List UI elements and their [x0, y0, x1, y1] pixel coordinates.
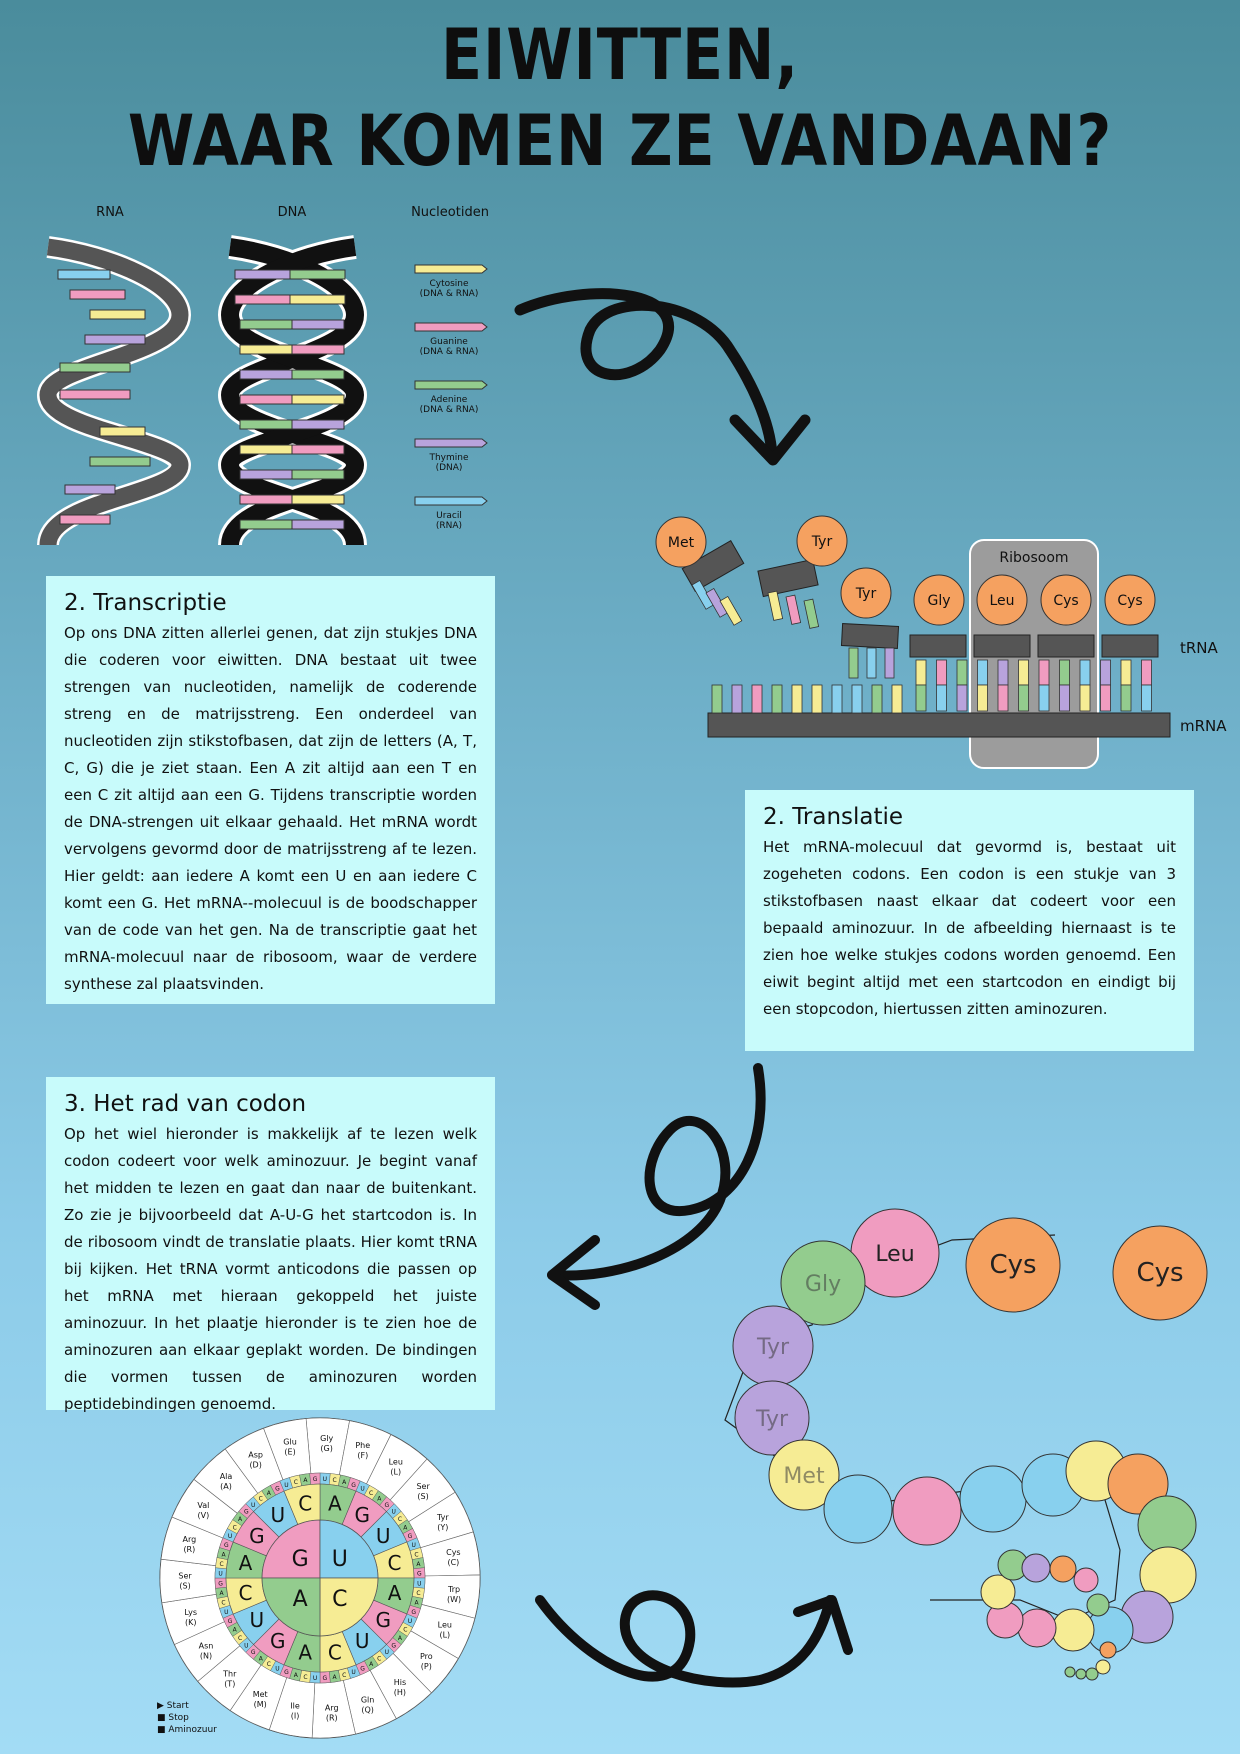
codon-third-letter: U [391, 1508, 396, 1516]
codon-third-letter: A [377, 1495, 382, 1503]
nucleotide-swatch-guanine [415, 323, 487, 331]
codon-third-letter: A [397, 1634, 402, 1642]
dna-helix [230, 247, 355, 545]
label-rna: RNA [96, 205, 124, 220]
trna-base [1142, 660, 1152, 685]
trna-base [804, 599, 819, 628]
transcription-body: Op ons DNA zitten allerlei genen, dat zijn stukjes DNA die coderen voor eiwitten. DNA bestaat uit twee strengen van nucleotiden, namelijk de coderende streng en de matrijsstreng. Een onderdeel van nucleotiden zijn stikstofbasen, dat zijn de letters (A, T, C, G) die je ziet staan. Een A zit altijd aan een T en een C zit altijd aan een G. Tijdens transcriptie worden de DNA-strengen uit elkaar gehaald. Het mRNA wordt vervolgens gevormd door de matrijsstreng af te lezen. Hier geldt: aan iedere A komt een U en aan iedere C komt een G. Het mRNA--molecuul is de boodschapper van de code van het gen. Na de transcriptie gaat het mRNA-molecuul naar de ribosoom, waar de verdere synthese zal plaatsvinden. [64, 624, 477, 993]
amino-acid-label: Cys [1117, 593, 1143, 609]
codon-first-letter: C [332, 1586, 348, 1612]
codon-third-letter: G [218, 1580, 223, 1588]
amino-acid-name: Arg [324, 1703, 339, 1713]
mrna-base [1080, 685, 1090, 711]
amino-acid-code: (L) [390, 1467, 402, 1477]
peptide-bead-label: Cys [989, 1250, 1037, 1280]
amino-acid-name: Pro [419, 1652, 433, 1662]
mrna-base [957, 685, 967, 711]
mrna-base [752, 685, 762, 713]
codon-third-letter: G [243, 1508, 249, 1516]
codon-first-letter: G [291, 1547, 309, 1573]
codon-third-letter: U [407, 1618, 413, 1626]
codon-third-letter: C [266, 1660, 271, 1668]
amino-acid-name: Thr [223, 1669, 237, 1679]
trna-base [916, 660, 926, 685]
peptide-bead-label: Gly [804, 1272, 842, 1297]
codon-third-letter: A [266, 1490, 271, 1498]
amino-acid-code: (V) [197, 1511, 210, 1521]
codon-third-letter: C [397, 1516, 403, 1524]
trna-base [1019, 660, 1029, 685]
amino-acid-name: Ser [178, 1571, 192, 1581]
codon-first-letter: A [292, 1586, 308, 1612]
amino-acid-name: Arg [182, 1535, 197, 1545]
mrna-base [872, 685, 882, 713]
codon-third-letter: U [351, 1669, 356, 1677]
nucleotide-swatch-uracil [415, 497, 487, 505]
ribosome-figure [640, 505, 1240, 775]
codon-second-letter: C [387, 1551, 402, 1576]
mrna-base [832, 685, 842, 713]
mrna-base [1039, 685, 1049, 711]
peptide-bead-label: Met [783, 1464, 825, 1489]
title-line-1: EIWITTEN, [441, 14, 799, 96]
amino-acid-code: (A) [220, 1482, 232, 1492]
codon-second-letter: U [375, 1523, 391, 1548]
mrna-base [998, 685, 1008, 711]
amino-acid-label: Cys [1053, 593, 1079, 609]
codon-wheel-legend [157, 1700, 217, 1736]
amino-acid-code: (P) [420, 1662, 432, 1672]
trna-label: tRNA [1180, 639, 1218, 657]
mrna-base [1060, 685, 1070, 711]
codon-third-letter: G [417, 1570, 422, 1578]
codon-third-letter: A [342, 1478, 347, 1486]
peptide-chain [720, 1180, 1240, 1700]
codon-third-letter: C [221, 1599, 226, 1607]
mrna-base [812, 685, 822, 713]
codon-third-letter: G [223, 1541, 229, 1549]
codon-third-letter: G [391, 1642, 397, 1650]
codon-third-letter: A [238, 1516, 243, 1524]
peptide-bead [1100, 1642, 1116, 1658]
peptide-bead [1087, 1594, 1109, 1616]
codon-third-letter: A [293, 1672, 298, 1680]
peptide-bead [1052, 1609, 1094, 1651]
codon-third-letter: C [416, 1590, 421, 1598]
codon-second-letter: A [387, 1580, 402, 1605]
amino-acid-code: (G) [320, 1444, 333, 1454]
peptide-bead [960, 1466, 1026, 1532]
codon-third-letter: U [218, 1570, 223, 1578]
codon-third-letter: A [303, 1477, 308, 1485]
amino-acid-code: (R) [325, 1713, 338, 1723]
mrna-label: mRNA [1180, 717, 1227, 735]
amino-acid-name: Asp [248, 1450, 263, 1460]
amino-acid-name: Cys [446, 1548, 461, 1558]
codon-third-letter: U [227, 1532, 233, 1540]
codon-second-letter: U [249, 1608, 265, 1633]
codon-second-letter: U [270, 1502, 286, 1527]
codon-third-letter: U [417, 1580, 422, 1588]
codon-second-letter: G [375, 1608, 391, 1633]
codon-second-letter: G [270, 1629, 286, 1654]
amino-acid-label: Tyr [855, 586, 877, 602]
codon-third-letter: C [258, 1495, 263, 1503]
arrow-to-ribosome [510, 280, 830, 480]
amino-acid-code: (H) [393, 1687, 407, 1697]
codon-third-letter: U [244, 1642, 249, 1650]
codon-third-letter: G [411, 1609, 417, 1617]
amino-acid-name: Lys [184, 1607, 198, 1617]
amino-acid-code: (N) [199, 1651, 213, 1661]
codon-third-letter: U [250, 1501, 256, 1509]
mrna-base [1142, 685, 1152, 711]
amino-acid-name: Leu [437, 1620, 452, 1630]
mrna-base [937, 685, 947, 711]
codon-third-letter: A [369, 1660, 374, 1668]
codon-third-letter: U [224, 1609, 229, 1617]
amino-acid-name: Ile [290, 1701, 300, 1711]
peptide-bead [824, 1475, 892, 1543]
peptide-bead-label: Cys [1136, 1258, 1184, 1288]
peptide-bead-label: Tyr [755, 1407, 789, 1432]
amino-acid-code: (S) [417, 1491, 429, 1501]
amino-acid-name: Val [197, 1501, 210, 1511]
codon-third-letter: A [232, 1626, 237, 1634]
mrna-base [712, 685, 722, 713]
legend-stop: ■ Stop [157, 1713, 189, 1723]
mrna-base [916, 685, 926, 711]
peptide-bead [1138, 1496, 1196, 1554]
legend-start: ▶ Start [157, 1701, 189, 1711]
amino-acid-label: Met [667, 535, 695, 551]
nucleotide-swatch-cytosine [415, 265, 487, 273]
nucleotide-name: Uracil [436, 511, 462, 521]
nucleotide-swatch-thymine [415, 439, 487, 447]
codon-third-letter: G [384, 1501, 390, 1509]
codon-second-letter: A [298, 1640, 313, 1665]
codon-second-letter: C [238, 1580, 253, 1605]
codon-third-letter: G [250, 1649, 256, 1657]
amino-acid-name: Met [252, 1690, 268, 1700]
codon-wheel [155, 1413, 485, 1743]
translation-section [745, 790, 1194, 1051]
codon-third-letter: U [360, 1485, 365, 1493]
amino-acid-name: Asn [198, 1641, 214, 1651]
codon-third-letter: A [414, 1599, 419, 1607]
mrna-base [1019, 685, 1029, 711]
mrna-base [892, 685, 902, 713]
codon-third-letter: G [312, 1476, 318, 1484]
codon-third-letter: C [403, 1626, 408, 1634]
codon-first-letter: U [331, 1547, 348, 1573]
nucleotide-note: (RNA) [435, 521, 463, 531]
mrna-base [1101, 685, 1111, 711]
amino-acid-name: Glu [283, 1437, 297, 1447]
codon-third-letter: C [237, 1634, 243, 1642]
codon-third-letter: C [414, 1551, 419, 1559]
transcription-section [46, 576, 495, 1004]
trna-base [849, 648, 858, 678]
codon-third-letter: A [258, 1655, 263, 1663]
codon-third-letter: G [351, 1481, 356, 1489]
nucleotide-name: Guanine [430, 337, 468, 347]
codon-third-letter: A [403, 1524, 408, 1532]
peptide-bead [1050, 1556, 1076, 1582]
amino-acid-code: (S) [179, 1581, 191, 1591]
amino-acid-name: His [393, 1677, 407, 1687]
peptide-bead [1065, 1667, 1075, 1677]
amino-acid-code: (R) [183, 1545, 196, 1555]
mrna-base [772, 685, 782, 713]
amino-acid-name: Phe [355, 1440, 371, 1450]
nucleotide-name: Cytosine [429, 279, 469, 289]
codon-second-letter: G [354, 1502, 370, 1527]
amino-acid-name: Ser [416, 1481, 430, 1491]
codon-second-letter: A [327, 1491, 342, 1516]
nucleotide-note: (DNA & RNA) [419, 289, 479, 299]
amino-acid-label: Leu [989, 593, 1015, 609]
transcription-heading: 2. Transcriptie [64, 590, 227, 616]
translation-body: Het mRNA-molecuul dat gevormd is, bestaat uit zogeheten codons. Een codon is een stukje van 3 stikstofbasen naast elkaar dat codeert voor een bepaald aminozuur. In de afbeelding hiernaast is te zien hoe welke stukjes codons worden genoemd. Een eiwit begint altijd met een startcodon en eindigt bij een stopcodon, hiertussen zitten aminozuren. [763, 838, 1176, 1018]
amino-acid-name: Gly [320, 1434, 334, 1444]
codon-third-letter: A [332, 1673, 337, 1681]
codon-third-letter: C [342, 1672, 347, 1680]
rna-helix [48, 247, 180, 545]
codon-third-letter: G [407, 1532, 413, 1540]
trna-base [1039, 660, 1049, 685]
trna-base [1101, 660, 1111, 685]
label-nucleotides: Nucleotiden [411, 205, 489, 220]
codon-wheel-heading: 3. Het rad van codon [64, 1091, 307, 1117]
nucleotide-note: (DNA) [435, 463, 463, 473]
legend-aminozuur: ■ Aminozuur [157, 1725, 217, 1735]
amino-acid-code: (M) [253, 1700, 267, 1710]
amino-acid-code: (L) [439, 1630, 451, 1640]
codon-second-letter: G [249, 1523, 265, 1548]
trna-base [1121, 660, 1131, 685]
translation-heading: 2. Translatie [763, 804, 904, 830]
page-title [87, 12, 1153, 184]
codon-third-letter: C [369, 1490, 374, 1498]
dna-rna-figure [30, 195, 510, 555]
codon-third-letter: U [411, 1541, 416, 1549]
nucleotide-name: Adenine [430, 395, 468, 405]
trna-base [1080, 660, 1090, 685]
nucleotide-note: (DNA & RNA) [419, 405, 479, 415]
nucleotide-swatch-adenine [415, 381, 487, 389]
codon-third-letter: U [284, 1481, 289, 1489]
codon-third-letter: G [227, 1618, 233, 1626]
codon-third-letter: G [322, 1674, 328, 1682]
codon-third-letter: C [232, 1524, 237, 1532]
mrna-base [852, 685, 862, 713]
trna-base [768, 591, 783, 620]
codon-third-letter: A [219, 1590, 224, 1598]
title-line-2: WAAR KOMEN ZE VANDAAN? [127, 100, 1113, 182]
codon-third-letter: C [377, 1655, 382, 1663]
trna-base [1060, 660, 1070, 685]
codon-third-letter: U [312, 1674, 318, 1682]
nucleotide-legend [415, 265, 487, 531]
amino-acid-code: (D) [249, 1460, 262, 1470]
codon-third-letter: C [293, 1478, 298, 1486]
amino-acid-code: (C) [447, 1558, 460, 1568]
peptide-bead [1022, 1554, 1050, 1582]
codon-third-letter: C [332, 1477, 337, 1485]
codon-third-letter: U [384, 1649, 390, 1657]
codon-wheel-body: Op het wiel hieronder is makkelijk af te lezen welk codon codeert voor welk aminozuur. Je begint vanaf het midden te lezen en gaat dan naar de buitenkant. Zo zie je bijvoorbeeld dat A-U-G het startcodon is. In de ribosoom vindt de translatie plaats. Hier komt tRNA bij kijken. Het tRNA vormt anticodons die passen op het mRNA met hieraan gekoppeld het juiste aminozuur. In het plaatje hieronder is te zien hoe de aminozuren aan elkaar geplakt worden. De bindingen die vormen tussen de aminozuren worden peptidebindingen genoemd. [64, 1125, 477, 1413]
amino-acid-label: Tyr [811, 534, 833, 550]
ribosome-label: Ribosoom [999, 550, 1069, 566]
peptide-bead [1086, 1668, 1098, 1680]
trna-base [937, 660, 947, 685]
amino-acid-name: Trp [448, 1584, 461, 1594]
codon-third-letter: C [219, 1560, 224, 1568]
amino-acid-name: Gln [360, 1695, 375, 1705]
amino-acid-name: Tyr [436, 1512, 449, 1522]
mrna-bases [712, 685, 902, 713]
codon-third-letter: G [360, 1665, 365, 1673]
codon-third-letter: C [303, 1673, 308, 1681]
peptide-bead [1018, 1609, 1056, 1647]
peptide-bead [1076, 1669, 1086, 1679]
codon-second-letter: A [238, 1551, 253, 1576]
mrna-base [1121, 685, 1131, 711]
codon-second-letter: C [327, 1640, 342, 1665]
amino-acid-name: Leu [388, 1457, 403, 1467]
peptide-bead-label: Tyr [756, 1335, 790, 1360]
trna-base [998, 660, 1008, 685]
mrna-base [732, 685, 742, 713]
mrna-base [792, 685, 802, 713]
codon-second-letter: C [298, 1491, 313, 1516]
label-dna: DNA [277, 205, 307, 220]
codon-third-letter: G [284, 1669, 289, 1677]
nucleotide-name: Thymine [429, 453, 469, 463]
amino-acid-code: (T) [224, 1679, 236, 1689]
trna-base [978, 660, 988, 685]
trna-base [867, 648, 876, 678]
peptide-bead [1074, 1568, 1098, 1592]
codon-third-letter: A [221, 1551, 226, 1559]
codon-third-letter: U [275, 1665, 280, 1673]
nucleotide-note: (DNA & RNA) [419, 347, 479, 357]
codon-wheel-section [46, 1077, 495, 1413]
mrna-base [978, 685, 988, 711]
codon-third-letter: A [416, 1560, 421, 1568]
peptide-bead-label: Leu [875, 1242, 915, 1267]
amino-acid-code: (E) [284, 1447, 296, 1457]
amino-acid-code: (K) [184, 1617, 197, 1627]
amino-acid-label: Gly [927, 593, 951, 609]
amino-acid-code: (Y) [437, 1522, 449, 1532]
codon-second-letter: U [354, 1629, 370, 1654]
trna-base [957, 660, 967, 685]
peptide-bead [893, 1477, 961, 1545]
amino-acid-code: (W) [446, 1594, 462, 1604]
amino-acid-code: (I) [290, 1711, 300, 1721]
amino-acid-code: (F) [357, 1450, 369, 1460]
amino-acid-name: Ala [219, 1472, 233, 1482]
codon-third-letter: G [275, 1485, 280, 1493]
trna-base [786, 595, 801, 624]
amino-acid-code: (Q) [361, 1705, 374, 1715]
codon-third-letter: U [322, 1476, 328, 1484]
trna-base [885, 648, 894, 678]
